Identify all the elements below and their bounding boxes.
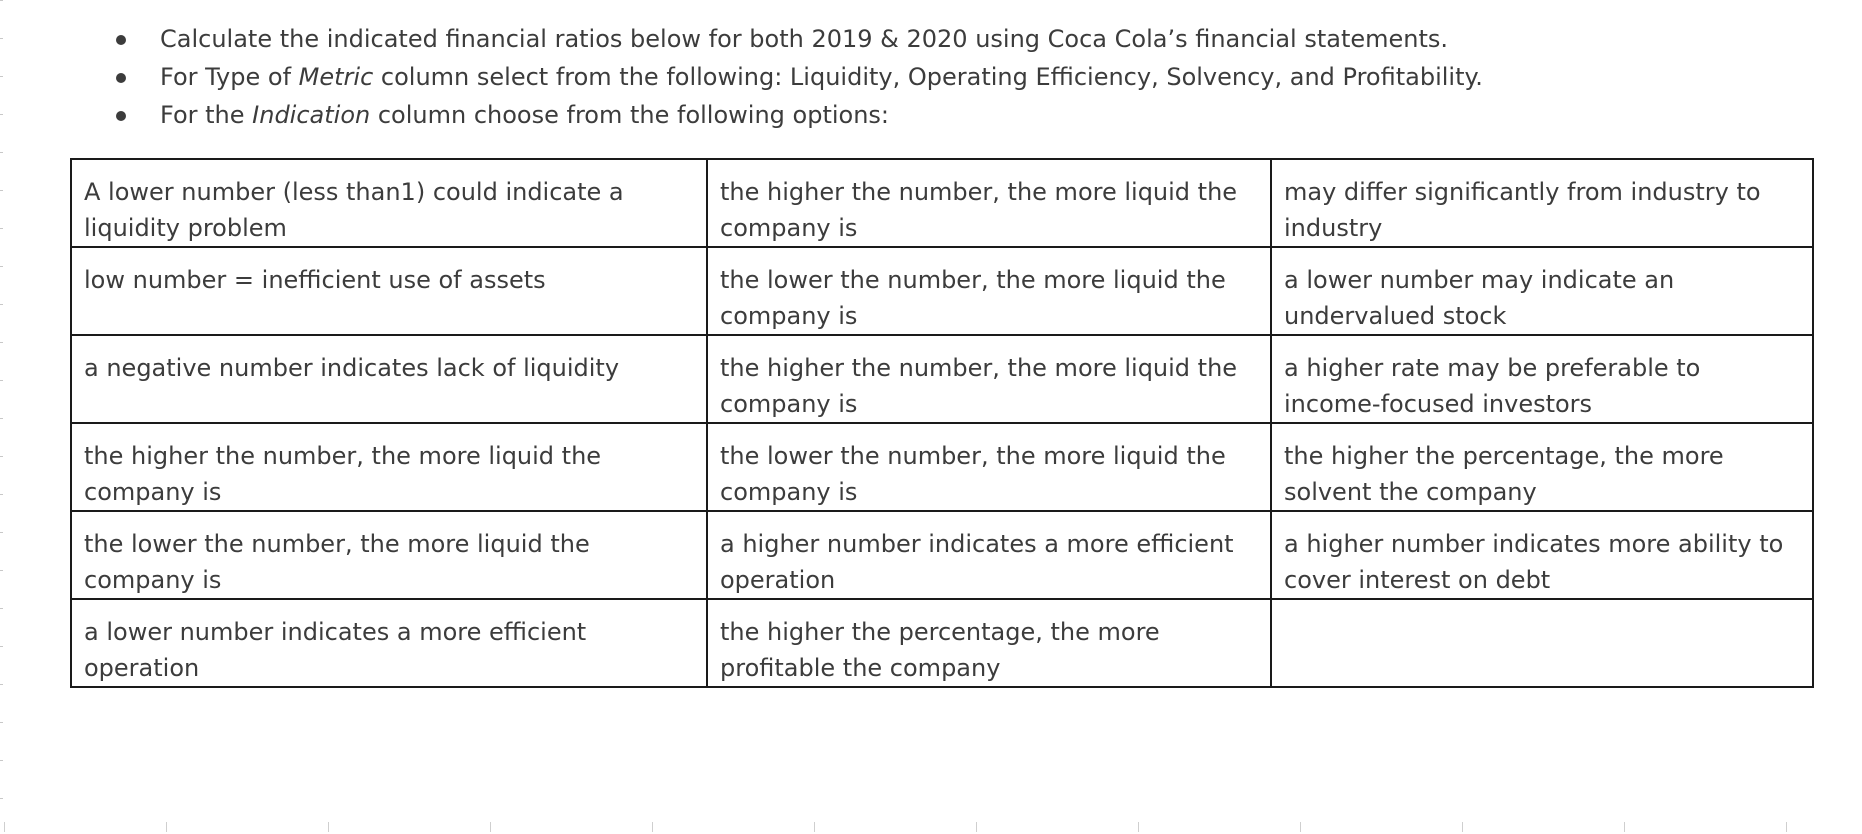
table-cell[interactable]: a negative number indicates lack of liquidity — [71, 335, 707, 423]
instruction-italic: Metric — [298, 63, 374, 91]
left-margin-guide — [0, 0, 3, 834]
table-row — [71, 511, 1813, 599]
ruler-tick — [1138, 822, 1139, 832]
indication-options-table — [70, 158, 1814, 688]
table-row — [71, 159, 1813, 247]
bottom-ruler — [0, 822, 1862, 834]
ruler-tick — [328, 822, 329, 832]
ruler-tick — [1786, 822, 1787, 832]
instruction-text: Calculate the indicated financial ratios below for both 2019 & 2020 using Coca Cola’s financial statements. — [160, 25, 1449, 53]
table-cell-empty[interactable] — [1271, 599, 1813, 687]
instruction-text-end: column select from the following: Liquidity, Operating Efficiency, Solvency, and Profitability. — [373, 63, 1483, 91]
table-row — [71, 247, 1813, 335]
table-cell[interactable]: the lower the number, the more liquid the company is — [707, 423, 1271, 511]
ruler-tick — [1624, 822, 1625, 832]
instruction-list — [112, 20, 1483, 134]
table-cell[interactable]: the higher the percentage, the more profitable the company — [707, 599, 1271, 687]
instruction-item — [112, 96, 1483, 134]
table-cell[interactable]: a higher number indicates more ability to cover interest on debt — [1271, 511, 1813, 599]
ruler-tick — [976, 822, 977, 832]
table-cell[interactable]: a higher rate may be preferable to income-focused investors — [1271, 335, 1813, 423]
table-cell[interactable]: low number = inefficient use of assets — [71, 247, 707, 335]
table-cell[interactable]: the higher the number, the more liquid the company is — [71, 423, 707, 511]
table-cell[interactable]: the higher the number, the more liquid the company is — [707, 335, 1271, 423]
ruler-tick — [814, 822, 815, 832]
ruler-tick — [166, 822, 167, 832]
ruler-tick — [1300, 822, 1301, 832]
ruler-tick — [4, 822, 5, 832]
table-row — [71, 335, 1813, 423]
bullet-icon — [116, 111, 126, 121]
ruler-tick — [490, 822, 491, 832]
table-cell[interactable]: a lower number may indicate an undervalued stock — [1271, 247, 1813, 335]
bullet-icon — [116, 35, 126, 45]
instruction-text: For Type of — [160, 63, 299, 91]
table-cell[interactable]: the lower the number, the more liquid the company is — [707, 247, 1271, 335]
ruler-tick — [652, 822, 653, 832]
instruction-italic: Indication — [252, 101, 371, 129]
instruction-item — [112, 58, 1483, 96]
instruction-item — [112, 20, 1483, 58]
table-cell[interactable]: a higher number indicates a more efficient operation — [707, 511, 1271, 599]
table-cell[interactable]: a lower number indicates a more efficient operation — [71, 599, 707, 687]
instruction-text-end: column choose from the following options: — [370, 101, 890, 129]
table-cell[interactable]: the higher the percentage, the more solvent the company — [1271, 423, 1813, 511]
ruler-tick — [1462, 822, 1463, 832]
instruction-text: For the — [160, 101, 253, 129]
bullet-icon — [116, 73, 126, 83]
table-cell[interactable]: may differ significantly from industry to industry — [1271, 159, 1813, 247]
table-cell[interactable]: the higher the number, the more liquid the company is — [707, 159, 1271, 247]
table-row — [71, 599, 1813, 687]
table-row — [71, 423, 1813, 511]
table-cell[interactable]: A lower number (less than1) could indicate a liquidity problem — [71, 159, 707, 247]
table-cell[interactable]: the lower the number, the more liquid the company is — [71, 511, 707, 599]
